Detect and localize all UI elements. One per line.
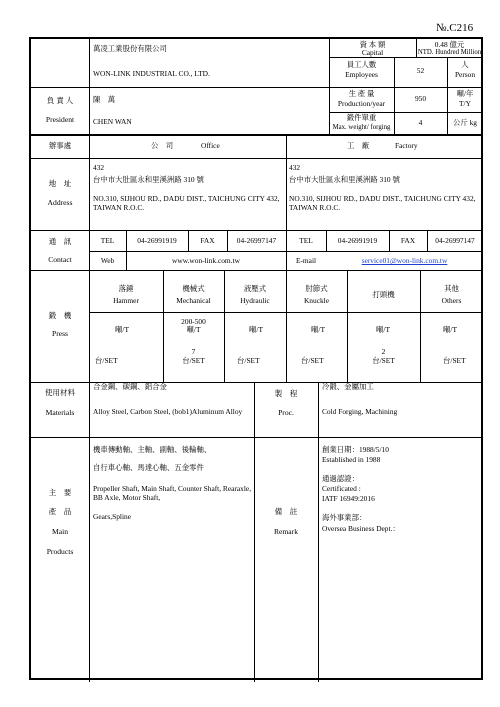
press-hydraulic-zh: 液壓式 [243,284,267,293]
capital-unit: NTD. Hundred Million [417,49,482,56]
office-header-zh: 公 司 [151,141,174,150]
press-mechanical-unit-set: 台/SET [182,356,205,365]
process-value-zh: 冷鍛、金屬加工 [322,382,374,391]
employees-label-en: Employees [345,70,378,79]
press-others-zh: 其他 [444,284,459,293]
products-label-zh2: 產 品 [48,507,72,516]
press-others-en: Others [441,296,462,305]
press-mechanical-en: Mechanical [176,296,211,305]
office-fax-label: FAX [200,236,215,245]
products-en-line1: Propeller Shaft, Main Shaft, Counter Shaft, Rearaxle, BB Axle, Motor Shaft, [93,484,252,502]
employees-unit-en: Person [454,70,476,79]
remark-cert-value: IATF 16949:2016 [322,494,375,503]
factory-address-en: NO.310, SIJHOU RD., DADU DIST., TAICHUNG CITY 432, TAIWAN R.O.C. [289,194,476,212]
factory-tel-label: TEL [299,236,313,245]
remark-cert-en: Certificated : [322,484,361,493]
process-value-en: Cold Forging, Machining [322,407,398,416]
production-label-en: Production/year [337,99,386,108]
capital-label-en: Capital [361,48,384,57]
remark-established-en: Established in 1988 [322,455,381,464]
process-label-zh: 製 程 [274,389,298,398]
press-hammer-unit-t: 噸/T [115,325,129,334]
press-header-machine-unit-t: 噸/T [376,325,390,334]
company-name-en: WON-LINK INDUSTRIAL CO., LTD. [93,69,210,78]
factory-header-zh: 工 廠 [347,141,370,150]
products-label-en1: Main [51,527,69,536]
press-header-machine-unit-set: 台/SET [372,356,395,365]
remark-oversea-zh: 海外事業部： [322,513,367,522]
factory-tel: 04-26991919 [337,236,378,245]
max-weight-unit: 公斤 kg [452,118,478,127]
press-knuckle-zh: 肘節式 [305,284,328,293]
materials-value-en: Alloy Steel, Carbon Steel, (bob1)Aluminum Alloy [93,407,243,416]
document-number: №.C216 [436,22,474,34]
press-label-zh: 鍛 機 [48,311,72,320]
press-knuckle-unit-set: 台/SET [301,356,324,365]
company-profile-table [29,37,483,680]
products-label-en2: Products [46,547,74,556]
products-zh-line2: 自行車心軸、馬達心軸、五金零件 [93,463,204,472]
president-name-en: CHEN WAN [93,117,132,126]
employees-value: 52 [416,66,425,75]
office-header-en: Office [201,141,220,150]
max-weight-label-en: Max. weight/ forging [332,124,391,131]
process-label-en: Proc. [278,408,294,417]
office-tel: 04-26991919 [137,236,177,245]
max-weight-value: 4 [418,118,423,127]
email-link[interactable]: service01@won-link.com.tw [361,256,448,265]
web-url[interactable]: www.won-link.com.tw [172,256,240,265]
press-hydraulic-unit-t: 噸/T [249,325,263,334]
products-label-zh1: 主 要 [48,488,72,497]
press-mechanical-zh: 機械式 [182,284,205,293]
offices-label: 辦事處 [48,141,72,150]
press-hammer-zh: 落錘 [118,284,134,293]
remark-oversea-en: Oversea Business Dept.： [322,524,400,533]
press-others-unit-set: 台/SET [443,356,466,365]
president-label-zh: 負 責 人 [46,96,74,105]
products-en-line2: Gears,Spline [93,512,131,521]
president-label-en: President [45,115,75,124]
press-header-machine-zh: 打頭機 [372,290,395,299]
email-label: E-mail [295,256,317,265]
address-label-zh: 地 址 [48,179,72,188]
web-label: Web [100,256,115,265]
employees-label-zh: 員工人數 [346,60,377,69]
press-mechanical-ton: 200-500 [181,317,206,326]
production-unit-en: T/Y [459,99,471,108]
remark-label-zh: 備 註 [274,507,298,516]
president-name-zh: 陳 萬 [93,95,116,104]
press-mechanical-count: 7 [191,347,196,356]
capital-label-zh: 資 本 額 [359,40,386,49]
factory-zip: 432 [289,163,301,172]
materials-label-en: Materials [45,408,75,417]
address-label-en: Address [47,198,73,207]
press-label-en: Press [51,329,69,338]
materials-label-zh: 使用材料 [44,388,76,397]
capital-value: 0.48 億元 [434,40,465,49]
remark-cert-zh: 通過認證： [322,474,359,483]
press-hydraulic-unit-set: 台/SET [237,356,260,365]
office-tel-label: TEL [100,236,115,245]
press-knuckle-unit-t: 噸/T [311,325,325,334]
office-zip: 432 [93,163,105,172]
employees-unit-zh: 人 [461,60,469,69]
factory-fax-label: FAX [400,236,416,245]
press-hydraulic-en: Hydraulic [240,296,270,305]
products-zh-line1: 機車傳動軸、主軸、副軸、後輪軸、 [93,445,212,454]
materials-value-zh: 合金鋼、碳鋼、鋁合金 [93,382,167,391]
press-hammer-en: Hammer [113,296,139,305]
max-weight-label-zh: 鍛件單重 [346,113,377,122]
factory-fax: 04-26997147 [435,236,475,245]
press-hammer-unit-set: 台/SET [95,356,118,365]
press-mechanical-unit-t: 噸/T [186,325,201,334]
contact-label-en: Contact [48,255,72,264]
office-address-en: NO.310, SIJHOU RD., DADU DIST., TAICHUNG CITY 432, TAIWAN R.O.C. [93,194,280,212]
press-knuckle-en: Knuckle [303,296,330,305]
press-others-unit-t: 噸/T [443,325,457,334]
factory-header-en: Factory [395,141,418,150]
production-unit-zh: 噸/年 [456,89,474,98]
office-fax: 04-26997147 [236,236,277,245]
contact-label-zh: 通 訊 [48,237,72,246]
company-name-zh: 萬凌工業股份有限公司 [93,44,167,53]
press-header-machine-count: 2 [381,347,386,356]
production-value: 950 [414,94,427,103]
production-label-zh: 生 產 量 [348,89,375,98]
factory-address-zh: 台中市大肚區永和里溪洲路 310 號 [289,175,400,184]
remark-label-en: Remark [273,527,299,536]
office-address-zh: 台中市大肚區永和里溪洲路 310 號 [93,175,204,184]
remark-established-zh: 創業日期：1988/5/10 [322,445,389,454]
